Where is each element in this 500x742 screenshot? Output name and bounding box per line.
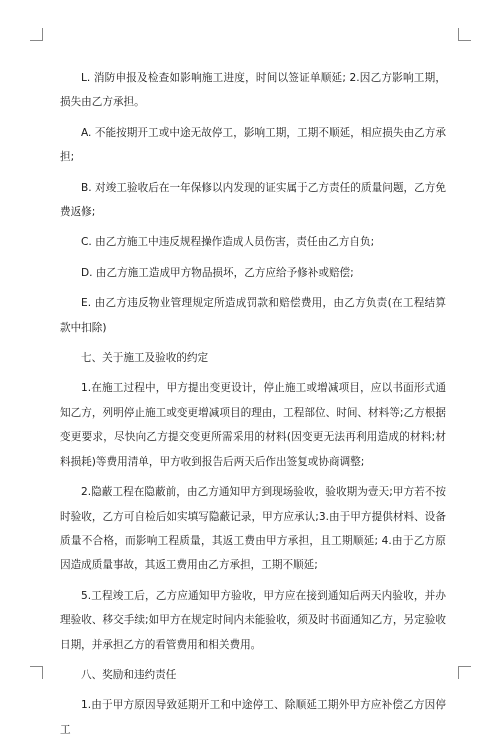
- section-heading-7: 七、关于施工及验收的约定: [81, 352, 209, 365]
- paragraph-item-a: A. 不能按期开工或中途无故停工，影响工期，工期不顺延，相应损失由乙方承担;: [60, 126, 446, 164]
- paragraph-8-1: 1.由于甲方原因导致延期开工和中途停工、除顺延工期外甲方应补偿乙方因停工: [60, 699, 446, 736]
- crop-mark-bottom-right: [458, 666, 471, 679]
- crop-mark-bottom-left: [30, 666, 43, 679]
- crop-mark-top-left: [30, 28, 43, 41]
- paragraph-item-d: D. 由乙方施工造成甲方物品损坏，乙方应给予修补或赔偿;: [81, 266, 354, 279]
- paragraph-7-5: 5.工程竣工后，乙方应通知甲方验收，甲方应在接到通知后两天内验收，并办理验收、移交手续;如甲方在规定时间内未能验收，须及时书面通知乙方，另定验收日期，并承担乙方的看管费用和相关费用。: [60, 589, 446, 651]
- document-body: [60, 66, 446, 742]
- paragraph-7-1: 1.在施工过程中，甲方提出变更设计，停止施工或增减项目，应以书面形式通知乙方，列明停止施工或变更增减项目的理由，工程部位、时间、材料等;乙方根据变更要求，尽快向乙方提交变更所需采用的材料(因变更无法再利用造成的材料;材料损耗)等费用清单，甲方收到报告后两天后作出签复或协商调整;: [60, 382, 446, 468]
- section-heading-8: 八、奖励和违约责任: [81, 668, 177, 681]
- paragraph-item-e: E. 由乙方违反物业管理规定所造成罚款和赔偿费用，由乙方负责(在工程结算款中扣除): [60, 297, 446, 334]
- paragraph-item-b: B. 对竣工验收后在一年保修以内发现的证实属于乙方责任的质量问题，乙方免费返修;: [60, 181, 446, 219]
- paragraph-7-2: 2.隐蔽工程在隐蔽前，由乙方通知甲方到现场验收，验收期为壹天;甲方若不按时验收，乙方可自检后如实填写隐蔽记录，甲方应承认;3.由于甲方提供材料、设备质量不合格，而影响工程质量，其返工费由甲方承担，且工期顺延; 4.由于乙方原因造成质量事故，其返工费用由乙方承担，工期不顺延;: [60, 486, 446, 572]
- paragraph-item-c: C. 由乙方施工中违反规程操作造成人员伤害，责任由乙方自负;: [81, 236, 375, 249]
- paragraph-fire-safety: L. 消防申报及检查如影响施工进度，时间以签证单顺延; 2.因乙方影响工期，损失由乙方承担。: [60, 72, 446, 109]
- crop-mark-top-right: [458, 28, 471, 41]
